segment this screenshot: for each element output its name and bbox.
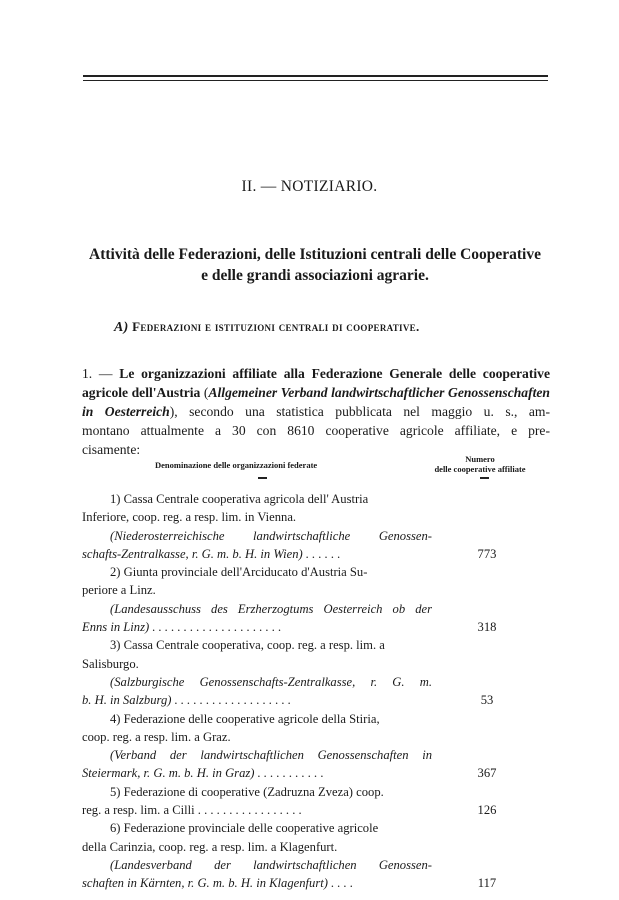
table-row bbox=[82, 746, 552, 764]
intro-text: ), secondo una statistica pubblicata nel maggio u. s., am- bbox=[169, 404, 551, 419]
column-header-count-line-2: delle cooperative affiliate bbox=[434, 464, 526, 474]
column-header-count-line-1: Numero bbox=[465, 454, 495, 464]
row-text: coop. reg. a resp. lim. a Graz. bbox=[82, 729, 231, 744]
row-text: 4) Federazione delle cooperative agricole della Stiria, bbox=[110, 711, 380, 726]
german-name-end: in Oesterreich bbox=[82, 404, 170, 419]
intro-line-5: cisamente: bbox=[82, 442, 141, 457]
row-text: schaften in Kärnten, r. G. m. b. H. in Klagenfurt) . . . . bbox=[82, 876, 354, 891]
intro-line-4: montano attualmente a 30 con 8610 cooperative agricole affiliate, e pre- bbox=[82, 423, 550, 438]
row-text: della Carinzia, coop. reg. a resp. lim. a Klagenfurt. bbox=[82, 839, 338, 854]
table-row bbox=[82, 874, 552, 892]
table-row bbox=[82, 673, 552, 691]
column-dash-left bbox=[258, 477, 267, 479]
row-text: schafts-Zentralkasse, r. G. m. b. H. in Wien) . . . . . . bbox=[82, 546, 341, 561]
row-text: b. H. in Salzburg) . . . . . . . . . . . . . . . . . . . bbox=[82, 693, 292, 708]
row-count: 773 bbox=[477, 546, 497, 561]
row-text: periore a Linz. bbox=[82, 583, 156, 598]
intro-line-3 bbox=[82, 402, 550, 421]
column-header-name: Denominazione delle organizzazioni federate bbox=[155, 460, 318, 470]
row-text: 3) Cassa Centrale cooperativa, coop. reg. a resp. lim. a bbox=[110, 638, 385, 653]
row-text: reg. a resp. lim. a Cilli . . . . . . . . . . . . . . . . . bbox=[82, 803, 302, 818]
table-row bbox=[82, 508, 552, 526]
table-row bbox=[82, 764, 552, 782]
table-row bbox=[82, 783, 552, 801]
row-text: 1) Cassa Centrale cooperativa agricola dell' Austria bbox=[110, 492, 369, 506]
row-text: 2) Giunta provinciale dell'Arciducato d'Austria Su- bbox=[110, 565, 368, 580]
row-count: 53 bbox=[480, 693, 494, 708]
top-double-rule bbox=[83, 75, 548, 77]
row-text: (Niederosterreichische landwirtschaftliche Genossen- bbox=[110, 528, 432, 543]
top-double-rule-thin bbox=[83, 80, 548, 81]
article-heading-line-2: e delle grandi associazioni agrarie. bbox=[201, 267, 429, 284]
subheading bbox=[114, 319, 420, 336]
table-row bbox=[82, 710, 552, 728]
subheading-text: Federazioni e istituzioni centrali di cooperative. bbox=[132, 319, 420, 334]
row-text: (Landesverband der landwirtschaftlichen Genossen- bbox=[110, 857, 432, 872]
row-count: 318 bbox=[477, 620, 497, 635]
federation-list bbox=[82, 490, 552, 893]
table-row bbox=[82, 728, 552, 746]
row-count: 367 bbox=[477, 766, 497, 781]
row-text: (Verband der landwirtschaftlichen Genossenschaften in bbox=[110, 748, 432, 763]
table-row bbox=[82, 618, 552, 636]
row-text: Inferiore, coop. reg. a resp. lim. in Vienna. bbox=[82, 510, 297, 525]
german-name: Allgemeiner Verband landwirtschaftlicher Genossenschaften bbox=[208, 385, 550, 400]
row-text: 6) Federazione provinciale delle cooperative agricole bbox=[110, 821, 379, 836]
article-heading bbox=[60, 244, 570, 286]
table-row bbox=[82, 801, 552, 819]
row-text: 5) Federazione di cooperative (Zadruzna Zveza) coop. bbox=[110, 784, 384, 799]
table-row bbox=[82, 600, 552, 618]
intro-paragraph bbox=[82, 364, 550, 459]
table-row bbox=[82, 655, 552, 673]
section-title: II. — NOTIZIARIO. bbox=[241, 178, 378, 195]
table-row bbox=[82, 563, 552, 581]
row-text: (Salzburgische Genossenschafts-Zentralkasse, r. G. m. bbox=[110, 674, 432, 689]
column-header-count bbox=[420, 454, 540, 474]
row-text: Enns in Linz) . . . . . . . . . . . . . . . . . . . . . bbox=[82, 620, 282, 635]
table-row bbox=[82, 691, 552, 709]
row-count: 117 bbox=[477, 876, 497, 891]
table-row bbox=[82, 819, 552, 837]
table-row bbox=[82, 527, 552, 545]
column-dash-right bbox=[480, 477, 489, 479]
intro-bold-text: Le organizzazioni affiliate alla Federazione Generale delle cooperative bbox=[119, 366, 550, 381]
subheading-letter: A) bbox=[114, 320, 129, 335]
paren-open: ( bbox=[200, 385, 209, 400]
row-text: (Landesausschuss des Erzherzogtums Oesterreich ob der bbox=[110, 601, 432, 616]
article-heading-line-1: Attività delle Federazioni, delle Istituzioni centrali delle Cooperative bbox=[89, 246, 541, 263]
intro-bold-text-2: agricole dell'Austria bbox=[82, 385, 201, 400]
table-row bbox=[82, 636, 552, 654]
table-row bbox=[82, 838, 552, 856]
item-number: 1. — bbox=[82, 366, 120, 381]
row-count: 126 bbox=[477, 803, 497, 818]
intro-line-2 bbox=[82, 383, 550, 402]
table-row bbox=[82, 856, 552, 874]
table-row bbox=[82, 581, 552, 599]
intro-line-1 bbox=[82, 364, 550, 383]
row-text: Salisburgo. bbox=[82, 656, 139, 671]
row-text: Steiermark, r. G. m. b. H. in Graz) . . . . . . . . . . . bbox=[82, 766, 324, 781]
table-row bbox=[82, 545, 552, 563]
table-row bbox=[82, 490, 552, 508]
